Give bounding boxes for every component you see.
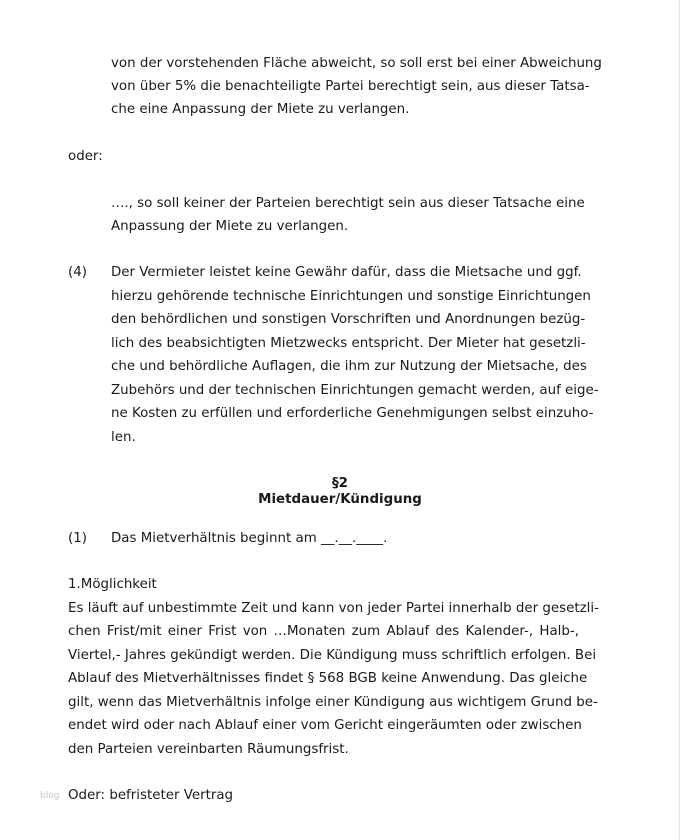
text-line: den behördlichen und sonstigen Vorschriften und Anordnungen bezüg- — [111, 312, 586, 327]
text-line: chen Frist/mit einer Frist von …Monaten zum Ablauf des Kalender-, Halb-, — [68, 624, 579, 639]
text-line: ne Kosten zu erfüllen und erforderliche Genehmigungen selbst einzuho- — [111, 406, 594, 421]
text-line: hierzu gehörende technische Einrichtungen und sonstige Einrichtungen — [111, 289, 591, 304]
text-line: den Parteien vereinbarten Räumungsfrist. — [68, 742, 349, 757]
paragraph-number: (1) — [68, 531, 87, 546]
text-line: len. — [111, 430, 136, 445]
text-line: lich des beabsichtigten Mietzwecks entspricht. Der Mieter hat gesetzli- — [111, 336, 586, 351]
option-label: Oder: befristeter Vertrag — [68, 788, 234, 803]
option-heading: 1.Möglichkeit — [68, 577, 157, 592]
text-line: che eine Anpassung der Miete zu verlangen. — [111, 102, 410, 117]
text-line: …., so soll keiner der Parteien berechtigt sein aus dieser Tatsache eine — [111, 196, 585, 211]
section-number: §2 — [331, 476, 348, 491]
text-line: endet wird oder nach Ablauf einer vom Gericht eingeräumten oder zwischen — [68, 718, 582, 733]
paragraph-number: (4) — [68, 265, 87, 280]
watermark: blog — [40, 791, 60, 801]
text-line: von der vorstehenden Fläche abweicht, so soll erst bei einer Abweichung — [111, 56, 602, 71]
text-line: Anpassung der Miete zu verlangen. — [111, 219, 349, 234]
text-line: Ablauf des Mietverhältnisses findet § 568 BGB keine Anwendung. Das gleiche — [68, 671, 588, 686]
text-line: Der Vermieter leistet keine Gewähr dafür, dass die Mietsache und ggf. — [111, 265, 582, 280]
oder-label: oder: — [68, 149, 103, 164]
text-line: von über 5% die benachteiligte Partei berechtigt sein, aus dieser Tatsa- — [111, 79, 590, 94]
text-line: Viertel,- Jahres gekündigt werden. Die Kündigung muss schriftlich erfolgen. Bei — [68, 648, 597, 663]
text-line: Das Mietverhältnis beginnt am __.__.____. — [111, 531, 388, 546]
text-line: gilt, wenn das Mietverhältnis infolge einer Kündigung aus wichtigem Grund be- — [68, 695, 598, 710]
text-line: Zubehörs und der technischen Einrichtungen gemacht werden, auf eige- — [111, 383, 599, 398]
section-title: Mietdauer/Kündigung — [258, 492, 422, 507]
text-line: Es läuft auf unbestimmte Zeit und kann von jeder Partei innerhalb der gesetzli- — [68, 601, 599, 616]
text-line: che und behördliche Auflagen, die ihm zur Nutzung der Mietsache, des — [111, 359, 587, 374]
